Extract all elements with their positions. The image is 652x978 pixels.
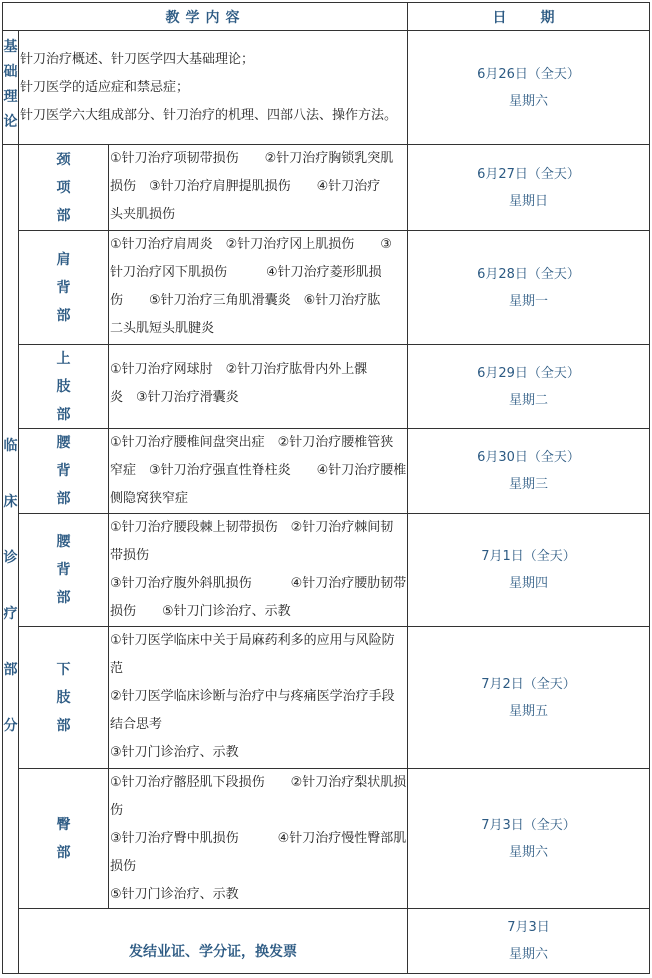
row-date — [408, 231, 649, 344]
content-line: 头夹肌损伤 — [110, 207, 176, 222]
region-char: 上 — [56, 350, 71, 367]
weekday-text: 星期日 — [508, 193, 548, 209]
region-char: 肢 — [56, 689, 71, 706]
region-char: 部 — [56, 307, 71, 324]
content-line: ①针刀医学临床中关于局麻药利多的应用与风险防 — [110, 633, 395, 648]
region-lower-limb — [19, 627, 108, 768]
row-date — [408, 514, 649, 626]
label-char: 疗 — [3, 606, 18, 622]
content-line: 针刀治疗概述、针刀医学四大基础理论； — [20, 52, 255, 67]
content-line: 伤 — [110, 803, 124, 818]
weekday-text: 星期六 — [508, 844, 548, 860]
row-content — [109, 514, 407, 626]
content-line: 带损伤 — [110, 548, 150, 563]
weekday-text: 星期二 — [508, 392, 548, 408]
label-char: 部 — [3, 662, 18, 678]
basic-theory-date — [408, 31, 649, 144]
weekday-text: 星期六 — [508, 93, 548, 109]
content-line: 二头肌短头肌腱炎 — [110, 321, 215, 336]
region-char: 部 — [56, 491, 71, 507]
region-char: 背 — [56, 463, 71, 479]
schedule-table — [2, 2, 650, 974]
content-line: ②针刀医学临床诊断与治疗中与疼痛医学治疗手段 — [110, 689, 395, 704]
content-line: ③针刀治疗腹外斜肌损伤 ④针刀治疗腰肋韧带 — [110, 576, 407, 591]
region-char: 腰 — [56, 534, 71, 550]
region-char: 部 — [56, 207, 71, 224]
content-line: ①针刀治疗髂胫肌下段损伤 ②针刀治疗梨状肌损 — [110, 775, 407, 790]
label-char: 分 — [3, 718, 18, 734]
content-line: 炎 ③针刀治疗滑囊炎 — [110, 390, 239, 405]
content-line: 结合思考 — [110, 717, 163, 732]
region-lumbar-back-2 — [19, 514, 108, 626]
row-date — [408, 345, 649, 428]
clinical-label — [3, 418, 18, 738]
date-text: 7月3日（全天） — [481, 817, 576, 833]
date-text: 6月28日（全天） — [477, 266, 580, 282]
content-line: 针刀治疗冈下肌损伤 ④针刀治疗菱形肌损 — [110, 265, 382, 280]
region-neck — [19, 145, 108, 230]
region-lumbar-back — [19, 429, 108, 513]
final-activity: 发结业证、学分证，换发票 — [129, 944, 297, 960]
row-date — [408, 627, 649, 768]
region-char: 项 — [56, 179, 71, 196]
content-line: ⑤针刀门诊治疗、示教 — [110, 887, 239, 902]
label-char: 临 — [3, 438, 18, 454]
weekday-text: 星期五 — [508, 703, 548, 719]
date-text: 7月2日（全天） — [481, 676, 576, 692]
region-char: 腰 — [56, 435, 71, 451]
weekday-text: 星期六 — [508, 947, 548, 962]
region-buttock — [19, 769, 108, 908]
date-text: 6月30日（全天） — [477, 450, 580, 465]
content-line: 损伤 ③针刀治疗肩胛提肌损伤 ④针刀治疗 — [110, 179, 381, 194]
content-line: ①针刀治疗项韧带损伤 ②针刀治疗胸锁乳突肌 — [110, 151, 394, 166]
content-line: 损伤 ⑤针刀门诊治疗、示教 — [110, 604, 291, 619]
label-char: 床 — [3, 494, 18, 510]
weekday-text: 星期一 — [508, 293, 548, 309]
date-text: 6月27日（全天） — [477, 166, 580, 182]
date-text: 6月26日（全天） — [477, 66, 580, 82]
basic-theory-content — [19, 46, 407, 136]
content-line: 伤 ⑤针刀治疗三角肌滑囊炎 ⑥针刀治疗肱 — [110, 293, 381, 308]
region-char: 颈 — [56, 151, 71, 168]
label-char: 基 — [3, 39, 18, 55]
region-char: 下 — [56, 661, 71, 678]
date-text: 6月29日（全天） — [477, 365, 580, 381]
content-line: 范 — [110, 661, 124, 676]
row-date — [408, 429, 649, 513]
region-char: 肩 — [56, 251, 71, 268]
content-line: 侧隐窝狭窄症 — [110, 491, 189, 506]
final-date — [408, 909, 649, 973]
row-date — [408, 145, 649, 230]
label-char: 础 — [3, 64, 18, 80]
region-char: 部 — [56, 406, 71, 423]
region-char: 肢 — [56, 378, 71, 395]
region-upper-limb — [19, 345, 108, 428]
content-line: 针刀医学六大组成部分、针刀治疗的机理、四部八法、操作方法。 — [20, 108, 398, 123]
label-char: 理 — [3, 89, 18, 105]
label-char: 诊 — [3, 550, 18, 566]
row-content — [109, 145, 407, 230]
label-char: 论 — [3, 114, 18, 130]
region-char: 背 — [56, 279, 71, 296]
row-content — [109, 769, 407, 908]
header-date: 日 期 — [492, 9, 565, 26]
content-line: 窄症 ③针刀治疗强直性脊柱炎 ④针刀治疗腰椎 — [110, 463, 407, 478]
content-line: 损伤 — [110, 859, 137, 874]
region-char: 部 — [56, 844, 71, 861]
basic-theory-label — [3, 35, 18, 143]
content-line: ①针刀治疗网球肘 ②针刀治疗肱骨内外上髁 — [110, 362, 368, 377]
region-char: 部 — [56, 717, 71, 734]
region-char: 臀 — [56, 816, 71, 833]
row-date — [408, 769, 649, 908]
content-line: ①针刀治疗腰椎间盘突出症 ②针刀治疗腰椎管狭 — [110, 435, 394, 450]
date-text: 7月1日（全天） — [481, 549, 576, 564]
row-content — [109, 429, 407, 513]
content-line: ③针刀治疗臀中肌损伤 ④针刀治疗慢性臀部肌 — [110, 831, 407, 846]
content-line: ③针刀门诊治疗、示教 — [110, 745, 239, 760]
row-content — [109, 356, 407, 426]
content-line: ①针刀治疗腰段棘上韧带损伤 ②针刀治疗棘间韧 — [110, 520, 394, 535]
region-char: 部 — [56, 590, 71, 606]
region-char: 背 — [56, 562, 71, 578]
region-shoulder-back — [19, 231, 108, 344]
header-content: 教学内容 — [165, 9, 246, 26]
content-line: ①针刀治疗肩周炎 ②针刀治疗冈上肌损伤 ③ — [110, 237, 392, 252]
weekday-text: 星期四 — [508, 576, 548, 591]
content-line: 针刀医学的适应症和禁忌症； — [20, 80, 190, 95]
weekday-text: 星期三 — [508, 477, 548, 492]
row-content — [109, 627, 407, 768]
date-text: 7月3日 — [507, 920, 550, 935]
row-content — [109, 231, 407, 344]
